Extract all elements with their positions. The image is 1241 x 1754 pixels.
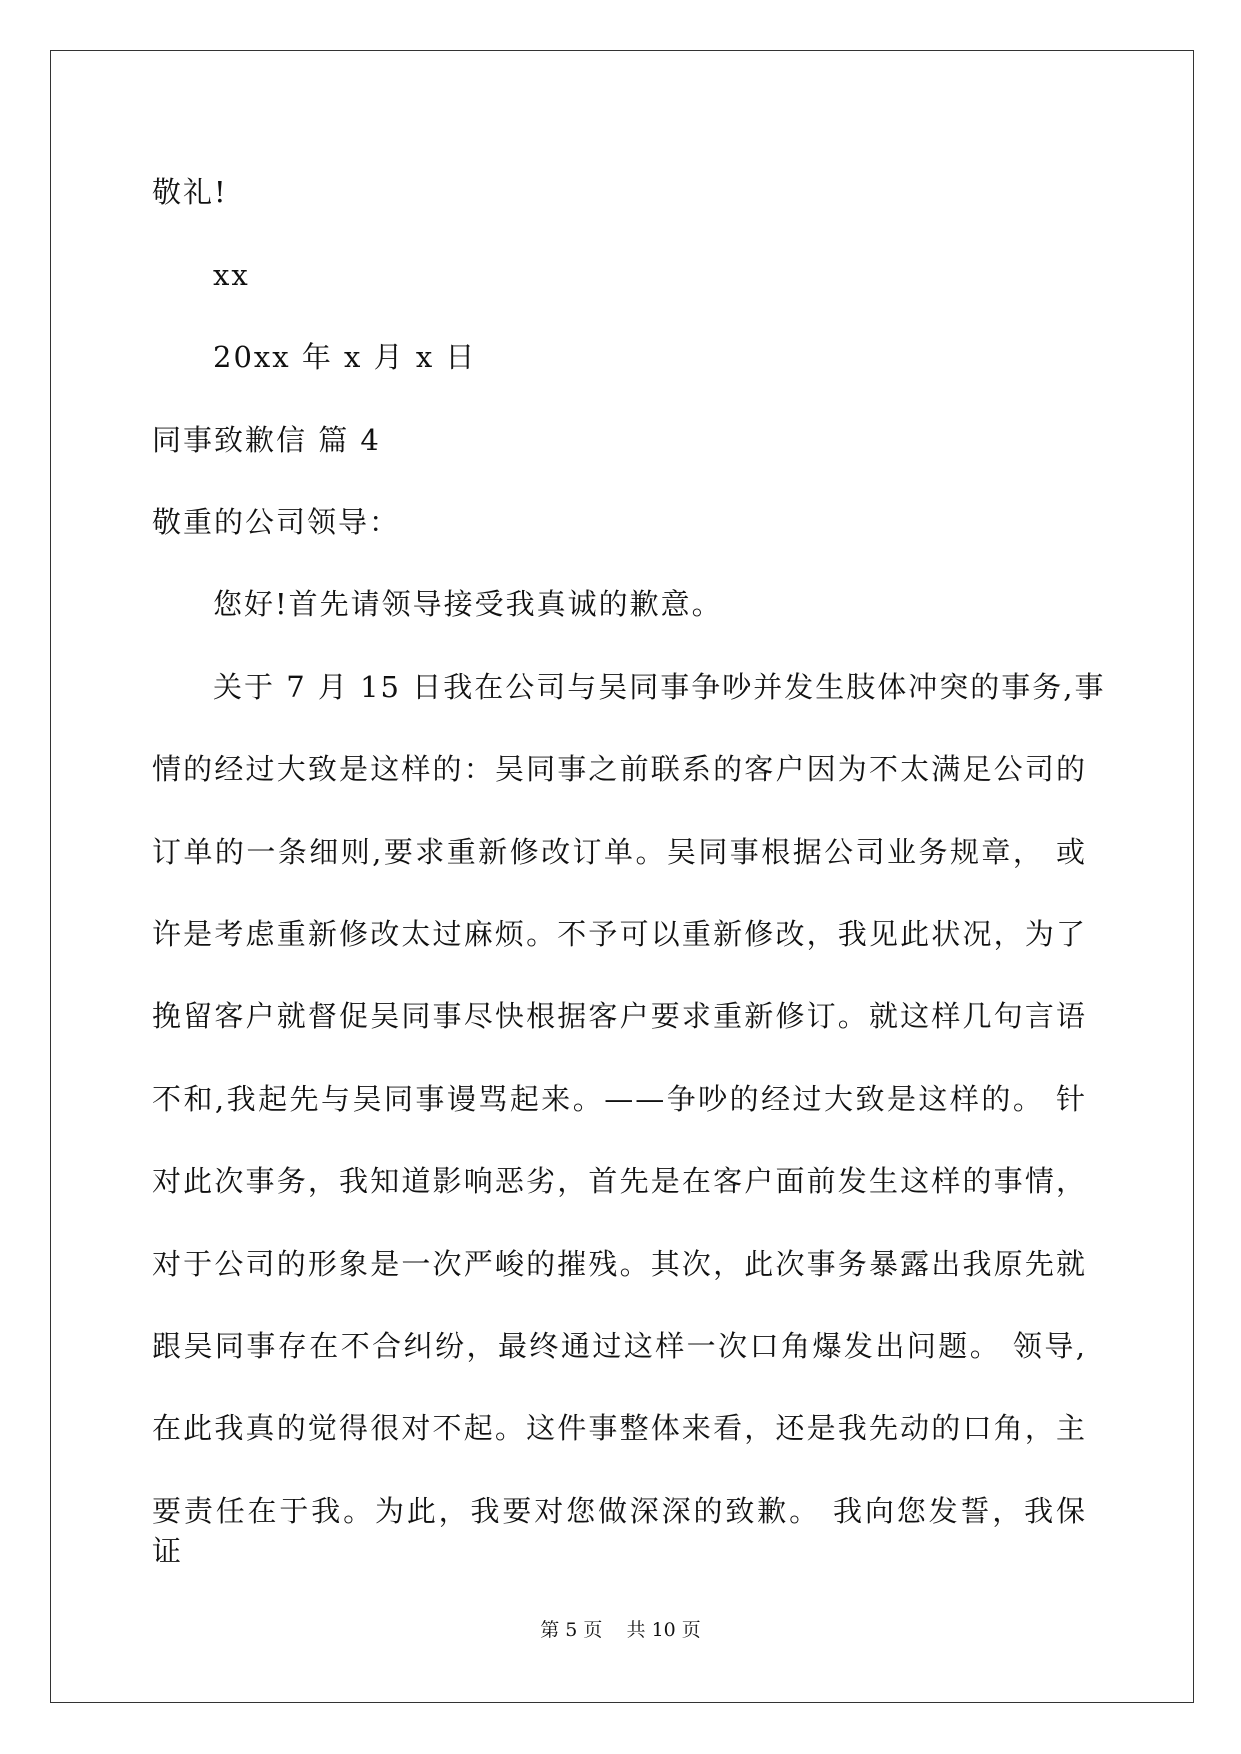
body-line: 许是考虑重新修改太过麻烦。不予可以重新修改，我见此状况，为了 bbox=[152, 917, 1087, 951]
body-line: 挽留客户就督促吴同事尽快根据客户要求重新修订。就这样几句言语 bbox=[152, 999, 1087, 1033]
body-line: 跟吴同事存在不合纠纷，最终通过这样一次口角爆发出问题。 领导, bbox=[152, 1329, 1087, 1363]
body-line: 关于 7 月 15 日我在公司与吴同事争吵并发生肢体冲突的事务,事 bbox=[213, 670, 1106, 704]
body-line: 要责任在于我。为此，我要对您做深深的致歉。 我向您发誓，我保证 bbox=[152, 1494, 1087, 1568]
closing-text: 敬礼! bbox=[152, 175, 228, 209]
section-title: 同事致歉信 篇 4 bbox=[152, 423, 381, 457]
date-text: 20xx 年 x 月 x 日 bbox=[213, 340, 477, 374]
salutation-text: 敬重的公司领导： bbox=[152, 505, 401, 539]
opening-text: 您好!首先请领导接受我真诚的歉意。 bbox=[213, 587, 723, 621]
page-footer bbox=[0, 1618, 1241, 1642]
body-line: 订单的一条细则,要求重新修改订单。吴同事根据公司业务规章， 或 bbox=[152, 835, 1087, 869]
page-total: 共 10 页 bbox=[626, 1619, 701, 1641]
body-line: 对此次事务，我知道影响恶劣，首先是在客户面前发生这样的事情， bbox=[152, 1164, 1087, 1198]
body-line: 在此我真的觉得很对不起。这件事整体来看，还是我先动的口角，主 bbox=[152, 1411, 1087, 1445]
signature-text: xx bbox=[213, 258, 250, 292]
body-line: 对于公司的形象是一次严峻的摧残。其次，此次事务暴露出我原先就 bbox=[152, 1247, 1087, 1281]
page-border bbox=[50, 50, 1194, 1703]
page-number: 第 5 页 bbox=[540, 1619, 603, 1641]
body-line: 不和,我起先与吴同事谩骂起来。——争吵的经过大致是这样的。 针 bbox=[152, 1082, 1087, 1116]
body-line: 情的经过大致是这样的：吴同事之前联系的客户因为不太满足公司的 bbox=[152, 752, 1087, 786]
